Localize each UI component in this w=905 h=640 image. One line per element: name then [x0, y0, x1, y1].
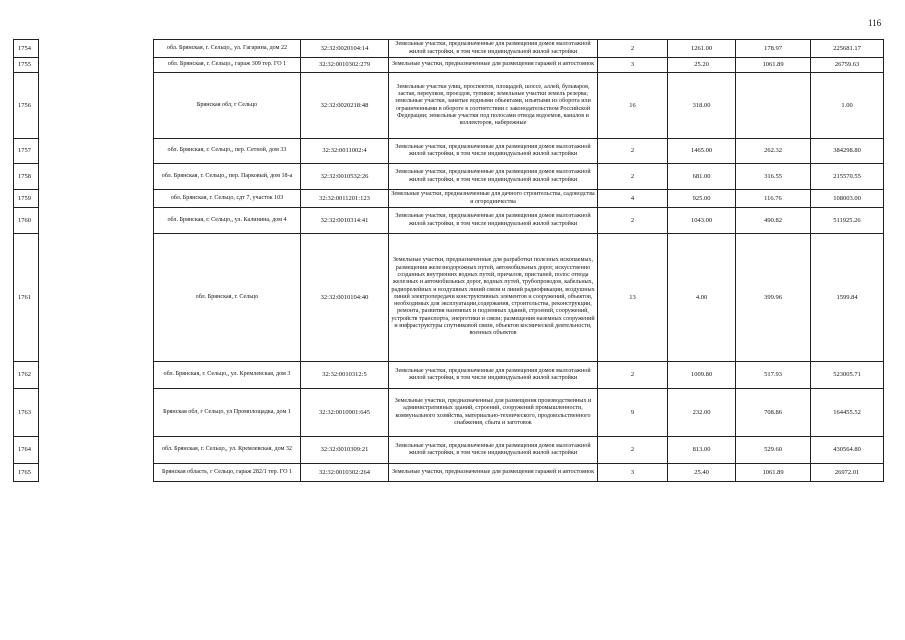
cadastral-number-cell: 32:32:0010302:279 [301, 58, 389, 73]
cadastral-value-cell: 511925.26 [811, 208, 884, 234]
cadastral-value-cell: 1.00 [811, 73, 884, 139]
rate-cell: 708.86 [736, 389, 811, 437]
land-purpose-cell: Земельные участки, предназначенные для размещения домов малоэтажной жилой застройки, в том числе индивидуальной жилой застройки [389, 139, 598, 164]
land-purpose-cell: Земельные участки, предназначенные для размещения производственных и административных зданий, строений, сооружений промышленности, коммунального хозяйства, материально-технического, продовольственного снабжения, сбыта и заготовок [389, 389, 598, 437]
area-cell: 681.00 [668, 164, 736, 190]
row-number: 1757 [14, 139, 39, 164]
table-row [14, 164, 884, 190]
blank-column [39, 208, 154, 234]
group-cell: 2 [598, 208, 668, 234]
cadastral-value-cell: 108003.00 [811, 190, 884, 208]
land-purpose-cell: Земельные участки, предназначенные для размещения домов малоэтажной жилой застройки, в том числе индивидуальной жилой застройки [389, 164, 598, 190]
group-cell: 2 [598, 437, 668, 464]
group-cell: 9 [598, 389, 668, 437]
group-cell: 2 [598, 362, 668, 389]
cadastral-value-cell: 26759.63 [811, 58, 884, 73]
area-cell: 1261.00 [668, 40, 736, 58]
table-row [14, 389, 884, 437]
row-number: 1763 [14, 389, 39, 437]
cadastral-value-cell: 1599.84 [811, 234, 884, 362]
land-purpose-cell: Земельные участки, предназначенные для размещения гаражей и автостоянок [389, 58, 598, 73]
area-cell: 232.00 [668, 389, 736, 437]
land-purpose-cell: Земельные участки улиц, проспектов, площадей, шоссе, аллей, бульваров, застав, переулков, проездов, тупиков; земельные участки земель резерва; земельные участки, занятые водными объектами, изъятыми из оборота или ограниченными в обороте в соответствии с законодательством Российской Федерации; земельные участки под полосами отвода водоемов, каналов и коллекторов, набережные [389, 73, 598, 139]
cadastral-number-cell: 32:32:0010532:26 [301, 164, 389, 190]
group-cell: 2 [598, 139, 668, 164]
row-number: 1759 [14, 190, 39, 208]
land-purpose-cell: Земельные участки, предназначенные для размещения домов малоэтажной жилой застройки, в том числе индивидуальной жилой застройки [389, 208, 598, 234]
blank-column [39, 362, 154, 389]
blank-column [39, 139, 154, 164]
blank-column [39, 190, 154, 208]
area-cell: 925.00 [668, 190, 736, 208]
land-purpose-cell: Земельные участки, предназначенные для размещения домов малоэтажной жилой застройки, в том числе индивидуальной жилой застройки [389, 40, 598, 58]
page-number: 116 [868, 18, 882, 28]
cadastral-number-cell: 32:32:0010302:264 [301, 464, 389, 482]
row-number: 1765 [14, 464, 39, 482]
cadastral-number-cell: 32:32:0010312:5 [301, 362, 389, 389]
cadastral-number-cell: 32:32:0010104:40 [301, 234, 389, 362]
cadastral-value-table [13, 39, 884, 482]
table-row [14, 362, 884, 389]
blank-column [39, 73, 154, 139]
rate-cell [736, 73, 811, 139]
address-cell: обл. Брянская, г. Сельцо,, ул. Калинина, дом 4 [154, 208, 301, 234]
group-cell: 3 [598, 464, 668, 482]
blank-column [39, 40, 154, 58]
cadastral-number-cell: 32:32:0020104:14 [301, 40, 389, 58]
address-cell: обл. Брянская, г. Сельцо,, пер. Сетной, дом 33 [154, 139, 301, 164]
cadastral-value-cell: 215570.55 [811, 164, 884, 190]
rate-cell: 1061.89 [736, 464, 811, 482]
cadastral-number-cell: 32:32:0020218:48 [301, 73, 389, 139]
cadastral-value-cell: 384298.80 [811, 139, 884, 164]
rate-cell: 116.76 [736, 190, 811, 208]
land-purpose-cell: Земельные участки, предназначенные для размещения домов малоэтажной жилой застройки, в том числе индивидуальной жилой застройки [389, 362, 598, 389]
area-cell: 1043.00 [668, 208, 736, 234]
area-cell: 813.00 [668, 437, 736, 464]
land-purpose-cell: Земельные участки, предназначенные для дачного строительства, садоводства и огородничества [389, 190, 598, 208]
table-row [14, 139, 884, 164]
row-number: 1756 [14, 73, 39, 139]
rate-cell: 316.55 [736, 164, 811, 190]
area-cell: 1009.80 [668, 362, 736, 389]
blank-column [39, 234, 154, 362]
rate-cell: 262.32 [736, 139, 811, 164]
row-number: 1754 [14, 40, 39, 58]
address-cell: Брянская обл, г Сельцо, ул Промплощадка, дом 1 [154, 389, 301, 437]
group-cell: 13 [598, 234, 668, 362]
blank-column [39, 164, 154, 190]
group-cell: 2 [598, 164, 668, 190]
blank-column [39, 58, 154, 73]
land-purpose-cell: Земельные участки, предназначенные для разработки полезных ископаемых, размещения железнодорожных путей, автомобильных дорог, искусственно созданных внутренних водных путей, причалов, пристаней, полос отвода железных и автомобильных дорог, водных путей, трубопроводов, кабельных, радиорелейных и воздушных линий связи и линий радиофикации, воздушных линий электропередачи конструктивных элементов и сооружений, объектов, необходимых для эксплуатации,содержания, строительства, реконструкции, ремонта, развития наземных и подземных зданий, строений, сооружений, устройств транспорта, энергетики и связи; размещения наземных сооружений и инфраструктуры спутниковой связи, объектов космической деятельности, военных объектов [389, 234, 598, 362]
row-number: 1762 [14, 362, 39, 389]
table-row [14, 234, 884, 362]
address-cell: обл. Брянская, г. Сельцо,, пер. Парковый, дом 18-а [154, 164, 301, 190]
address-cell: обл. Брянская, г. Сельцо,, ул. Кремлевская, дом 3 [154, 362, 301, 389]
cadastral-value-cell: 26972.01 [811, 464, 884, 482]
table-row [14, 208, 884, 234]
table-row [14, 464, 884, 482]
rate-cell: 1061.89 [736, 58, 811, 73]
cadastral-value-cell: 430564.80 [811, 437, 884, 464]
address-cell: обл. Брянская, г. Сельцо [154, 234, 301, 362]
row-number: 1758 [14, 164, 39, 190]
area-cell: 25.20 [668, 58, 736, 73]
address-cell: обл. Брянская, г. Сельцо,, ул. Кремлевская, дом 32 [154, 437, 301, 464]
rate-cell: 517.93 [736, 362, 811, 389]
cadastral-value-cell: 164455.52 [811, 389, 884, 437]
rate-cell: 490.82 [736, 208, 811, 234]
table-row [14, 73, 884, 139]
rate-cell: 529.60 [736, 437, 811, 464]
row-number: 1764 [14, 437, 39, 464]
group-cell: 16 [598, 73, 668, 139]
table-row [14, 40, 884, 58]
row-number: 1755 [14, 58, 39, 73]
address-cell: обл. Брянская, г. Сельцо,, гараж 309 тер. ГО 1 [154, 58, 301, 73]
cadastral-number-cell: 32:32:0010901:645 [301, 389, 389, 437]
area-cell: 25.40 [668, 464, 736, 482]
blank-column [39, 389, 154, 437]
cadastral-number-cell: 32:32:0010309:21 [301, 437, 389, 464]
address-cell: Брянская обл, г Сельцо [154, 73, 301, 139]
address-cell: Брянская область, г Сельцо, гараж 282/1 тер. ГО 1 [154, 464, 301, 482]
address-cell: обл. Брянская, г. Сельцо,, ул. Гагарина, дом 22 [154, 40, 301, 58]
rate-cell: 178.97 [736, 40, 811, 58]
table-row [14, 190, 884, 208]
area-cell: 4.00 [668, 234, 736, 362]
row-number: 1760 [14, 208, 39, 234]
group-cell: 2 [598, 40, 668, 58]
table-row [14, 58, 884, 73]
cadastral-value-cell: 523005.71 [811, 362, 884, 389]
address-cell: обл. Брянская, г. Сельцо, сдт 7, участок 103 [154, 190, 301, 208]
blank-column [39, 464, 154, 482]
area-cell: 318.00 [668, 73, 736, 139]
group-cell: 4 [598, 190, 668, 208]
land-purpose-cell: Земельные участки, предназначенные для размещения домов малоэтажной жилой застройки, в том числе индивидуальной жилой застройки [389, 437, 598, 464]
row-number: 1761 [14, 234, 39, 362]
cadastral-number-cell: 32:32:0011002:4 [301, 139, 389, 164]
land-purpose-cell: Земельные участки, предназначенные для размещения гаражей и автостоянок [389, 464, 598, 482]
table-row [14, 437, 884, 464]
cadastral-number-cell: 32:32:0011201:123 [301, 190, 389, 208]
cadastral-value-cell: 225681.17 [811, 40, 884, 58]
area-cell: 1465.00 [668, 139, 736, 164]
rate-cell: 399.96 [736, 234, 811, 362]
group-cell: 3 [598, 58, 668, 73]
cadastral-number-cell: 32:32:0010314:41 [301, 208, 389, 234]
blank-column [39, 437, 154, 464]
